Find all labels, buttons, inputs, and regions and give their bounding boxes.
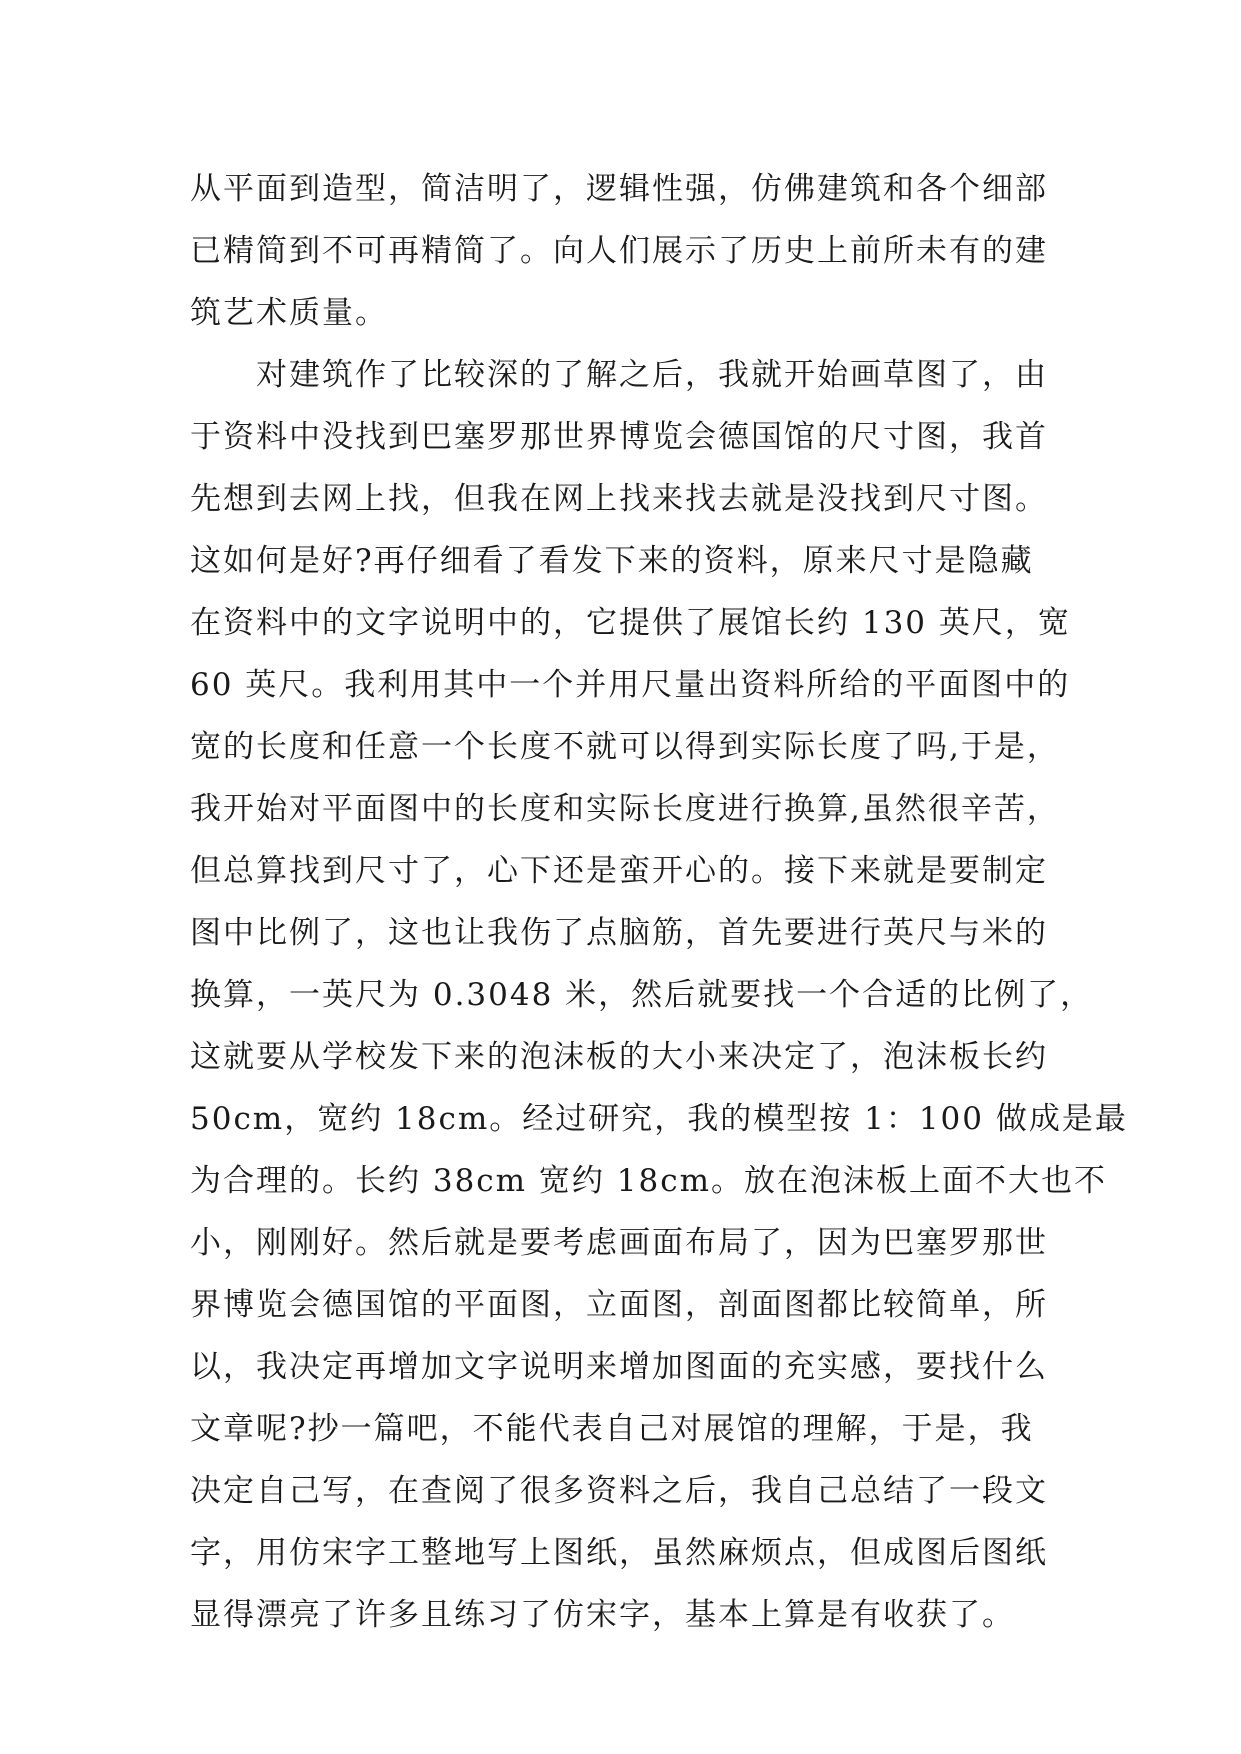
text-line: 60 英尺。我利用其中一个并用尺量出资料所给的平面图中的 xyxy=(190,667,1071,703)
text-line: 宽的长度和任意一个长度不就可以得到实际长度了吗,于是， xyxy=(190,729,1060,765)
paragraph xyxy=(190,344,1128,1646)
text-line: 对建筑作了比较深的了解之后，我就开始画草图了，由 xyxy=(256,357,1048,393)
text-line: 小，刚刚好。然后就是要考虑画面布局了，因为巴塞罗那世 xyxy=(190,1225,1048,1261)
text-line: 先想到去网上找，但我在网上找来找去就是没找到尺寸图。 xyxy=(190,481,1048,517)
text-line: 这就要从学校发下来的泡沫板的大小来决定了，泡沫板长约 xyxy=(190,1039,1048,1075)
text-line: 字，用仿宋字工整地写上图纸，虽然麻烦点，但成图后图纸 xyxy=(190,1535,1048,1571)
text-line: 但总算找到尺寸了，心下还是蛮开心的。接下来就是要制定 xyxy=(190,853,1048,889)
text-line: 于资料中没找到巴塞罗那世界博览会德国馆的尺寸图，我首 xyxy=(190,419,1048,455)
text-line: 这如何是好?再仔细看了看发下来的资料，原来尺寸是隐藏 xyxy=(190,543,1034,579)
text-line: 界博览会德国馆的平面图，立面图，剖面图都比较简单，所 xyxy=(190,1287,1048,1323)
text-line: 换算，一英尺为 0.3048 米，然后就要找一个合适的比例了， xyxy=(190,977,1094,1013)
body-text xyxy=(190,158,1128,1646)
text-line: 筑艺术质量。 xyxy=(190,295,388,331)
text-line: 显得漂亮了许多且练习了仿宋字，基本上算是有收获了。 xyxy=(190,1597,1015,1633)
text-line: 50cm，宽约 18cm。经过研究，我的模型按 1：100 做成是最 xyxy=(190,1101,1128,1137)
text-line: 已精简到不可再精简了。向人们展示了历史上前所未有的建 xyxy=(190,233,1048,269)
text-line: 从平面到造型，简洁明了，逻辑性强，仿佛建筑和各个细部 xyxy=(190,171,1048,207)
text-line: 为合理的。长约 38cm 宽约 18cm。放在泡沫板上面不大也不 xyxy=(190,1163,1107,1199)
text-line: 以，我决定再增加文字说明来增加图面的充实感，要找什么 xyxy=(190,1349,1048,1385)
paragraph xyxy=(190,158,1070,344)
text-line: 决定自己写，在查阅了很多资料之后，我自己总结了一段文 xyxy=(190,1473,1048,1509)
text-line: 文章呢?抄一篇吧，不能代表自己对展馆的理解，于是，我 xyxy=(190,1411,1034,1447)
text-line: 在资料中的文字说明中的，它提供了展馆长约 130 英尺，宽 xyxy=(190,605,1071,641)
text-line: 我开始对平面图中的长度和实际长度进行换算,虽然很辛苦， xyxy=(190,791,1060,827)
text-line: 图中比例了，这也让我伤了点脑筋，首先要进行英尺与米的 xyxy=(190,915,1048,951)
